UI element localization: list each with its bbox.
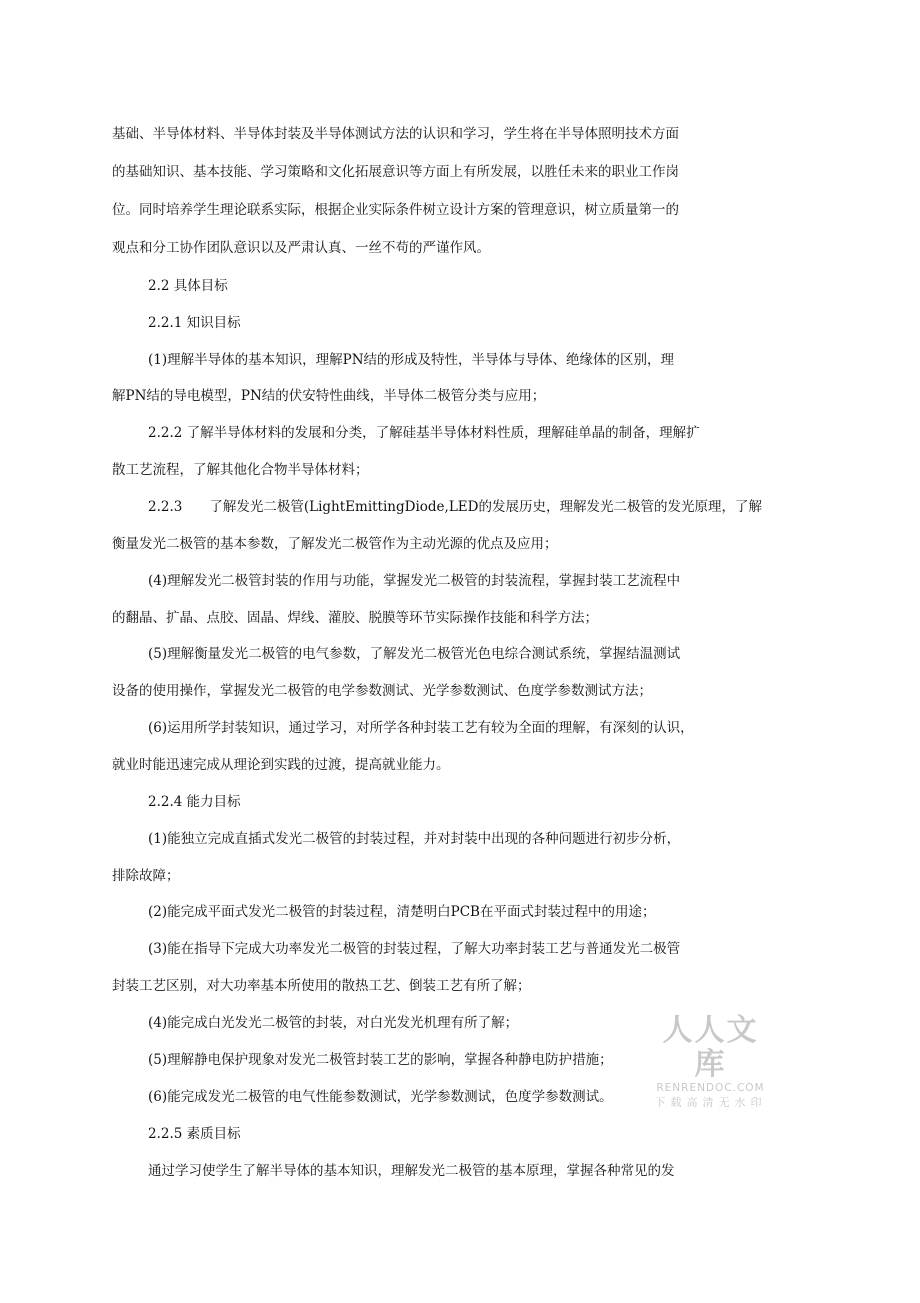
- paragraph-line: 就业时能迅速完成从理论到实践的过渡，提高就业能力。: [112, 757, 450, 773]
- paragraph-line: 2.2.3 了解发光二极管(LightEmittingDiode,LED的发展历史，理解发光二极管的发光原理，了解: [148, 499, 762, 515]
- watermark-logo: [648, 1014, 773, 1110]
- paragraph-line: 设备的使用操作，掌握发光二极管的电学参数测试、光学参数测试、色度学参数测试方法；: [112, 683, 652, 699]
- paragraph-line: 的基础知识、基本技能、学习策略和文化拓展意识等方面上有所发展，以胜任未来的职业工作岗: [112, 164, 679, 180]
- subsection-heading: 2.2.5 素质目标: [148, 1126, 241, 1142]
- watermark-domain: RENRENDOC.COM: [656, 1082, 765, 1094]
- watermark-title: 人人文库: [662, 1013, 759, 1082]
- paragraph-line: 观点和分工协作团队意识以及严肃认真、一丝不苟的严谨作风。: [112, 240, 490, 256]
- paragraph-line: 封装工艺区别，对大功率基本所使用的散热工艺、倒装工艺有所了解；: [112, 978, 531, 994]
- paragraph-line: (5)理解静电保护现象对发光二极管封装工艺的影响，掌握各种静电防护措施；: [148, 1052, 613, 1068]
- paragraph-line: (4)理解发光二极管封装的作用与功能，掌握发光二极管的封装流程，掌握封装工艺流程中: [148, 573, 681, 589]
- paragraph-line: (1)理解半导体的基本知识，理解PN结的形成及特性，半导体与导体、绝缘体的区别，理: [148, 352, 675, 368]
- subsection-heading: 2.2.1 知识目标: [148, 315, 241, 331]
- paragraph-line: 散工艺流程，了解其他化合物半导体材料；: [112, 462, 369, 478]
- paragraph-line: 的翻晶、扩晶、点胶、固晶、焊线、灌胶、脱膜等环节实际操作技能和科学方法；: [112, 610, 598, 626]
- paragraph-line: (4)能完成白光发光二极管的封装，对白光发光机理有所了解；: [148, 1015, 519, 1031]
- paragraph-line: 解PN结的导电模型，PN结的伏安特性曲线，半导体二极管分类与应用；: [112, 388, 546, 404]
- watermark-tagline: 下载高清无水印: [654, 1096, 767, 1109]
- paragraph-line: (2)能完成平面式发光二极管的封装过程，清楚明白PCB在平面式封装过程中的用途；: [148, 904, 656, 920]
- paragraph-line: (6)能完成发光二极管的电气性能参数测试，光学参数测试，色度学参数测试。: [148, 1089, 613, 1105]
- paragraph-line: (6)运用所学封装知识，通过学习，对所学各种封装工艺有较为全面的理解，有深刻的认识，: [148, 720, 694, 736]
- subsection-heading: 2.2.4 能力目标: [148, 794, 241, 810]
- paragraph-line: (5)理解衡量发光二极管的电气参数，了解发光二极管光色电综合测试系统，掌握结温测试: [148, 646, 681, 662]
- section-heading: 2.2 具体目标: [148, 278, 228, 294]
- paragraph-line: 通过学习使学生了解半导体的基本知识，理解发光二极管的基本原理，掌握各种常见的发: [148, 1163, 675, 1179]
- paragraph-line: 衡量发光二极管的基本参数，了解发光二极管作为主动光源的优点及应用；: [112, 536, 558, 552]
- paragraph-line: (3)能在指导下完成大功率发光二极管的封装过程，了解大功率封装工艺与普通发光二极管: [148, 941, 681, 957]
- paragraph-line: 排除故障；: [112, 868, 180, 884]
- paragraph-line: (1)能独立完成直插式发光二极管的封装过程，并对封装中出现的各种问题进行初步分析，: [148, 831, 681, 847]
- paragraph-line: 位。同时培养学生理论联系实际，根据企业实际条件树立设计方案的管理意识，树立质量第一的: [112, 202, 679, 218]
- paragraph-line: 基础、半导体材料、半导体封装及半导体测试方法的认识和学习，学生将在半导体照明技术方面: [112, 126, 679, 142]
- paragraph-line: 2.2.2 了解半导体材料的发展和分类，了解硅基半导体材料性质，理解硅单晶的制备，理解扩: [148, 425, 700, 441]
